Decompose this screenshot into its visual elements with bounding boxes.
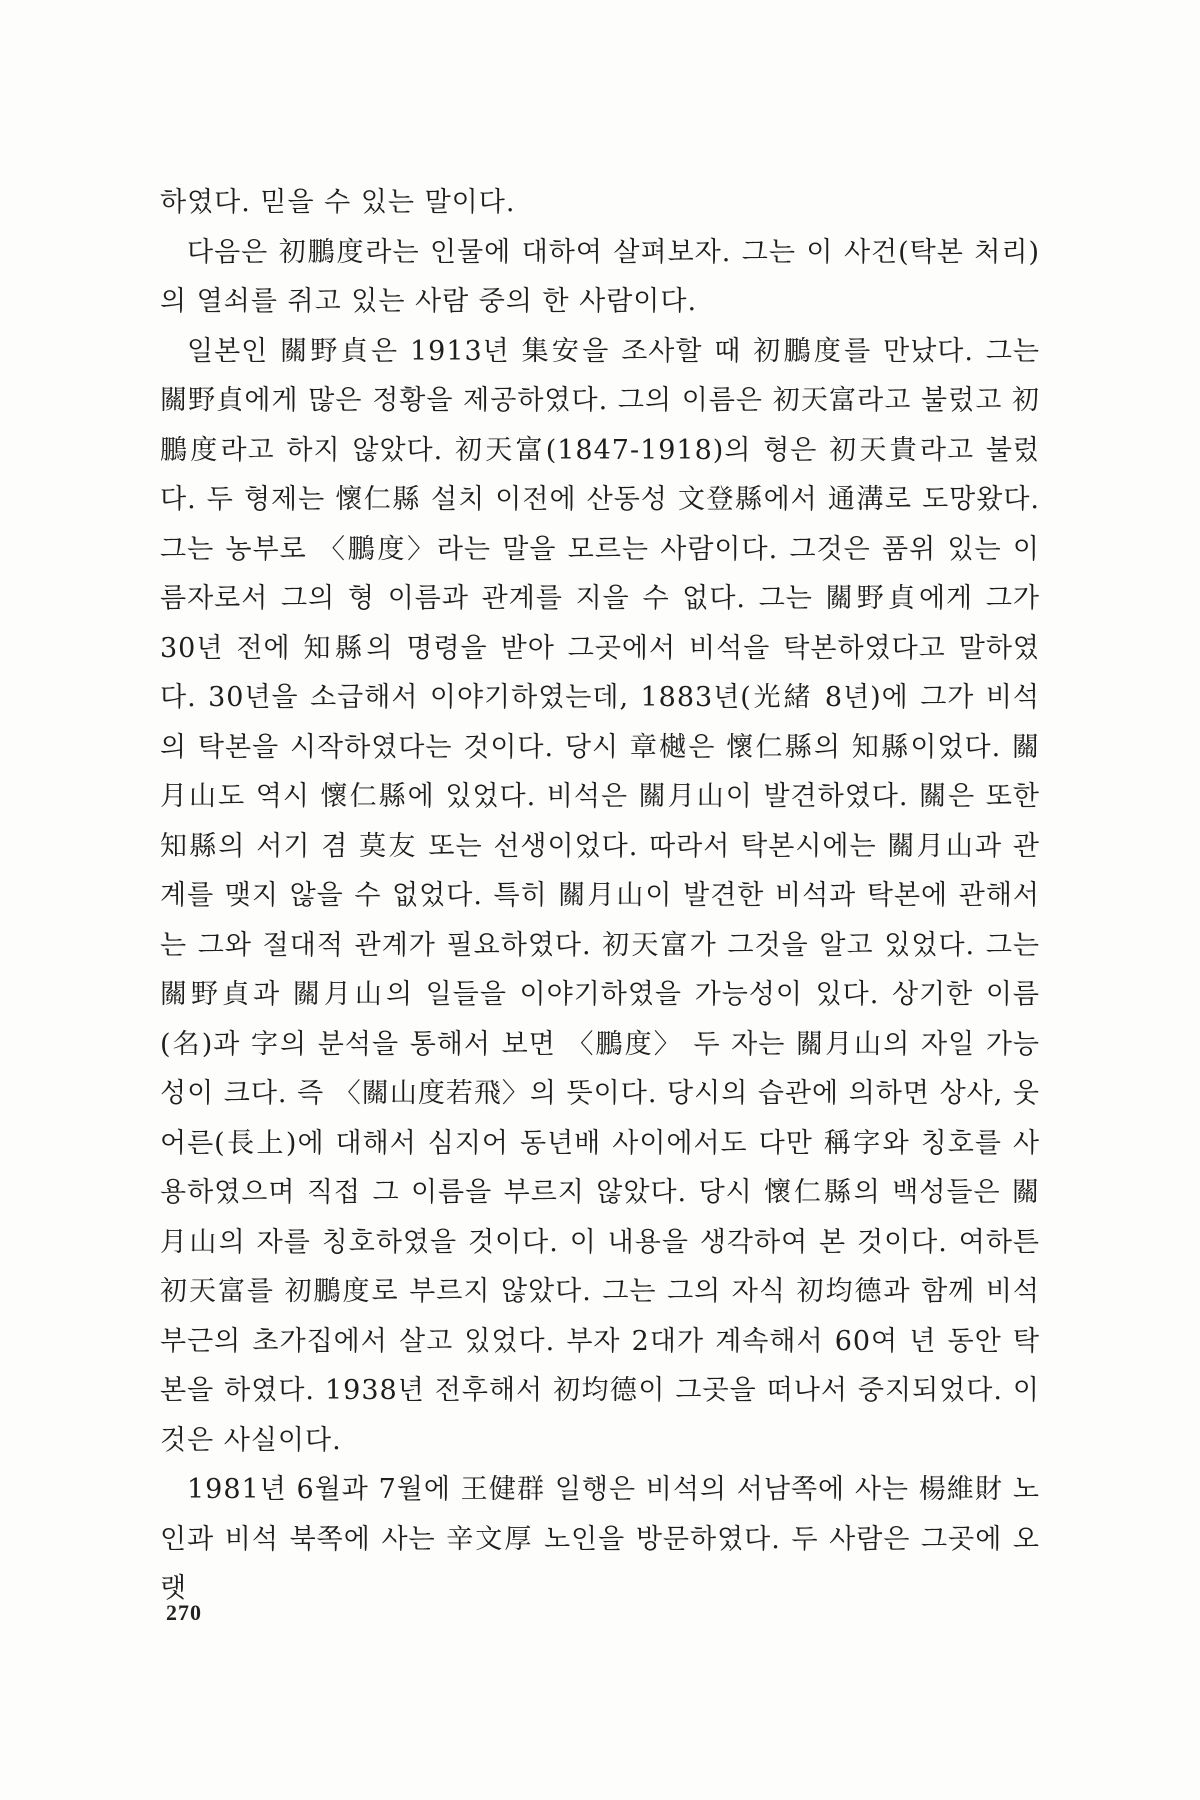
paragraph: 일본인 關野貞은 1913년 集安을 조사할 때 初鵬度를 만났다. 그는 關野貞에게 많은 정황을 제공하였다. 그의 이름은 初天富라고 불렀고 初鵬度라고 하지 않았다. 初天富(1847-1918)의 형은 初天貴라고 불렀다. 두 형제는 懷仁縣 설치 이전에 산동성 文登縣에서 通溝로 도망왔다. 그는 농부로 〈鵬度〉라는 말을 모르는 사람이다. 그것은 품위 있는 이름자로서 그의 형 이름과 관계를 지을 수 없다. 그는 關野貞에게 그가 30년 전에 知縣의 명령을 받아 그곳에서 비석을 탁본하였다고 말하였다. 30년을 소급해서 이야기하였는데, 1883년(光緒 8년)에 그가 비석의 탁본을 시작하였다는 것이다. 당시 章樾은 懷仁縣의 知縣이었다. 關月山도 역시 懷仁縣에 있었다. 비석은 關月山이 발견하였다. 關은 또한 知縣의 서기 겸 莫友 또는 선생이었다. 따라서 탁본시에는 關月山과 관계를 맺지 않을 수 없었다. 특히 關月山이 발견한 비석과 탁본에 관해서는 그와 절대적 관계가 필요하였다. 初天富가 그것을 알고 있었다. 그는 關野貞과 關月山의 일들을 이야기하였을 가능성이 있다. 상기한 이름(名)과 字의 분석을 통해서 보면 〈鵬度〉 두 자는 關月山의 자일 가능성이 크다. 즉 〈關山度若飛〉의 뜻이다. 당시의 습관에 의하면 상사, 웃어른(長上)에 대해서 심지어 동년배 사이에서도 다만 稱字와 칭호를 사용하였으며 직접 그 이름을 부르지 않았다. 당시 懷仁縣의 백성들은 關月山의 자를 칭호하였을 것이다. 이 내용을 생각하여 본 것이다. 여하튼 初天富를 初鵬度로 부르지 않았다. 그는 그의 자식 初均德과 함께 비석 부근의 초가집에서 살고 있었다. 부자 2대가 계속해서 60여 년 동안 탁본을 하였다. 1938년 전후해서 初均德이 그곳을 떠나서 중지되었다. 이것은 사실이다. [160,335,1040,1456]
page-number: 270 [166,1600,202,1625]
paragraph: 1981년 6월과 7월에 王健群 일행은 비석의 서남쪽에 사는 楊維財 노인과 비석 북쪽에 사는 辛文厚 노인을 방문하였다. 두 사람은 그곳에 오랫 [160,1474,1040,1604]
paragraph: 다음은 初鵬度라는 인물에 대하여 살펴보자. 그는 이 사건(탁본 처리)의 열쇠를 쥐고 있는 사람 중의 한 사람이다. [160,236,1040,317]
body-text [160,178,1040,1614]
paragraph-continuation: 하였다. 믿을 수 있는 말이다. [160,187,516,218]
